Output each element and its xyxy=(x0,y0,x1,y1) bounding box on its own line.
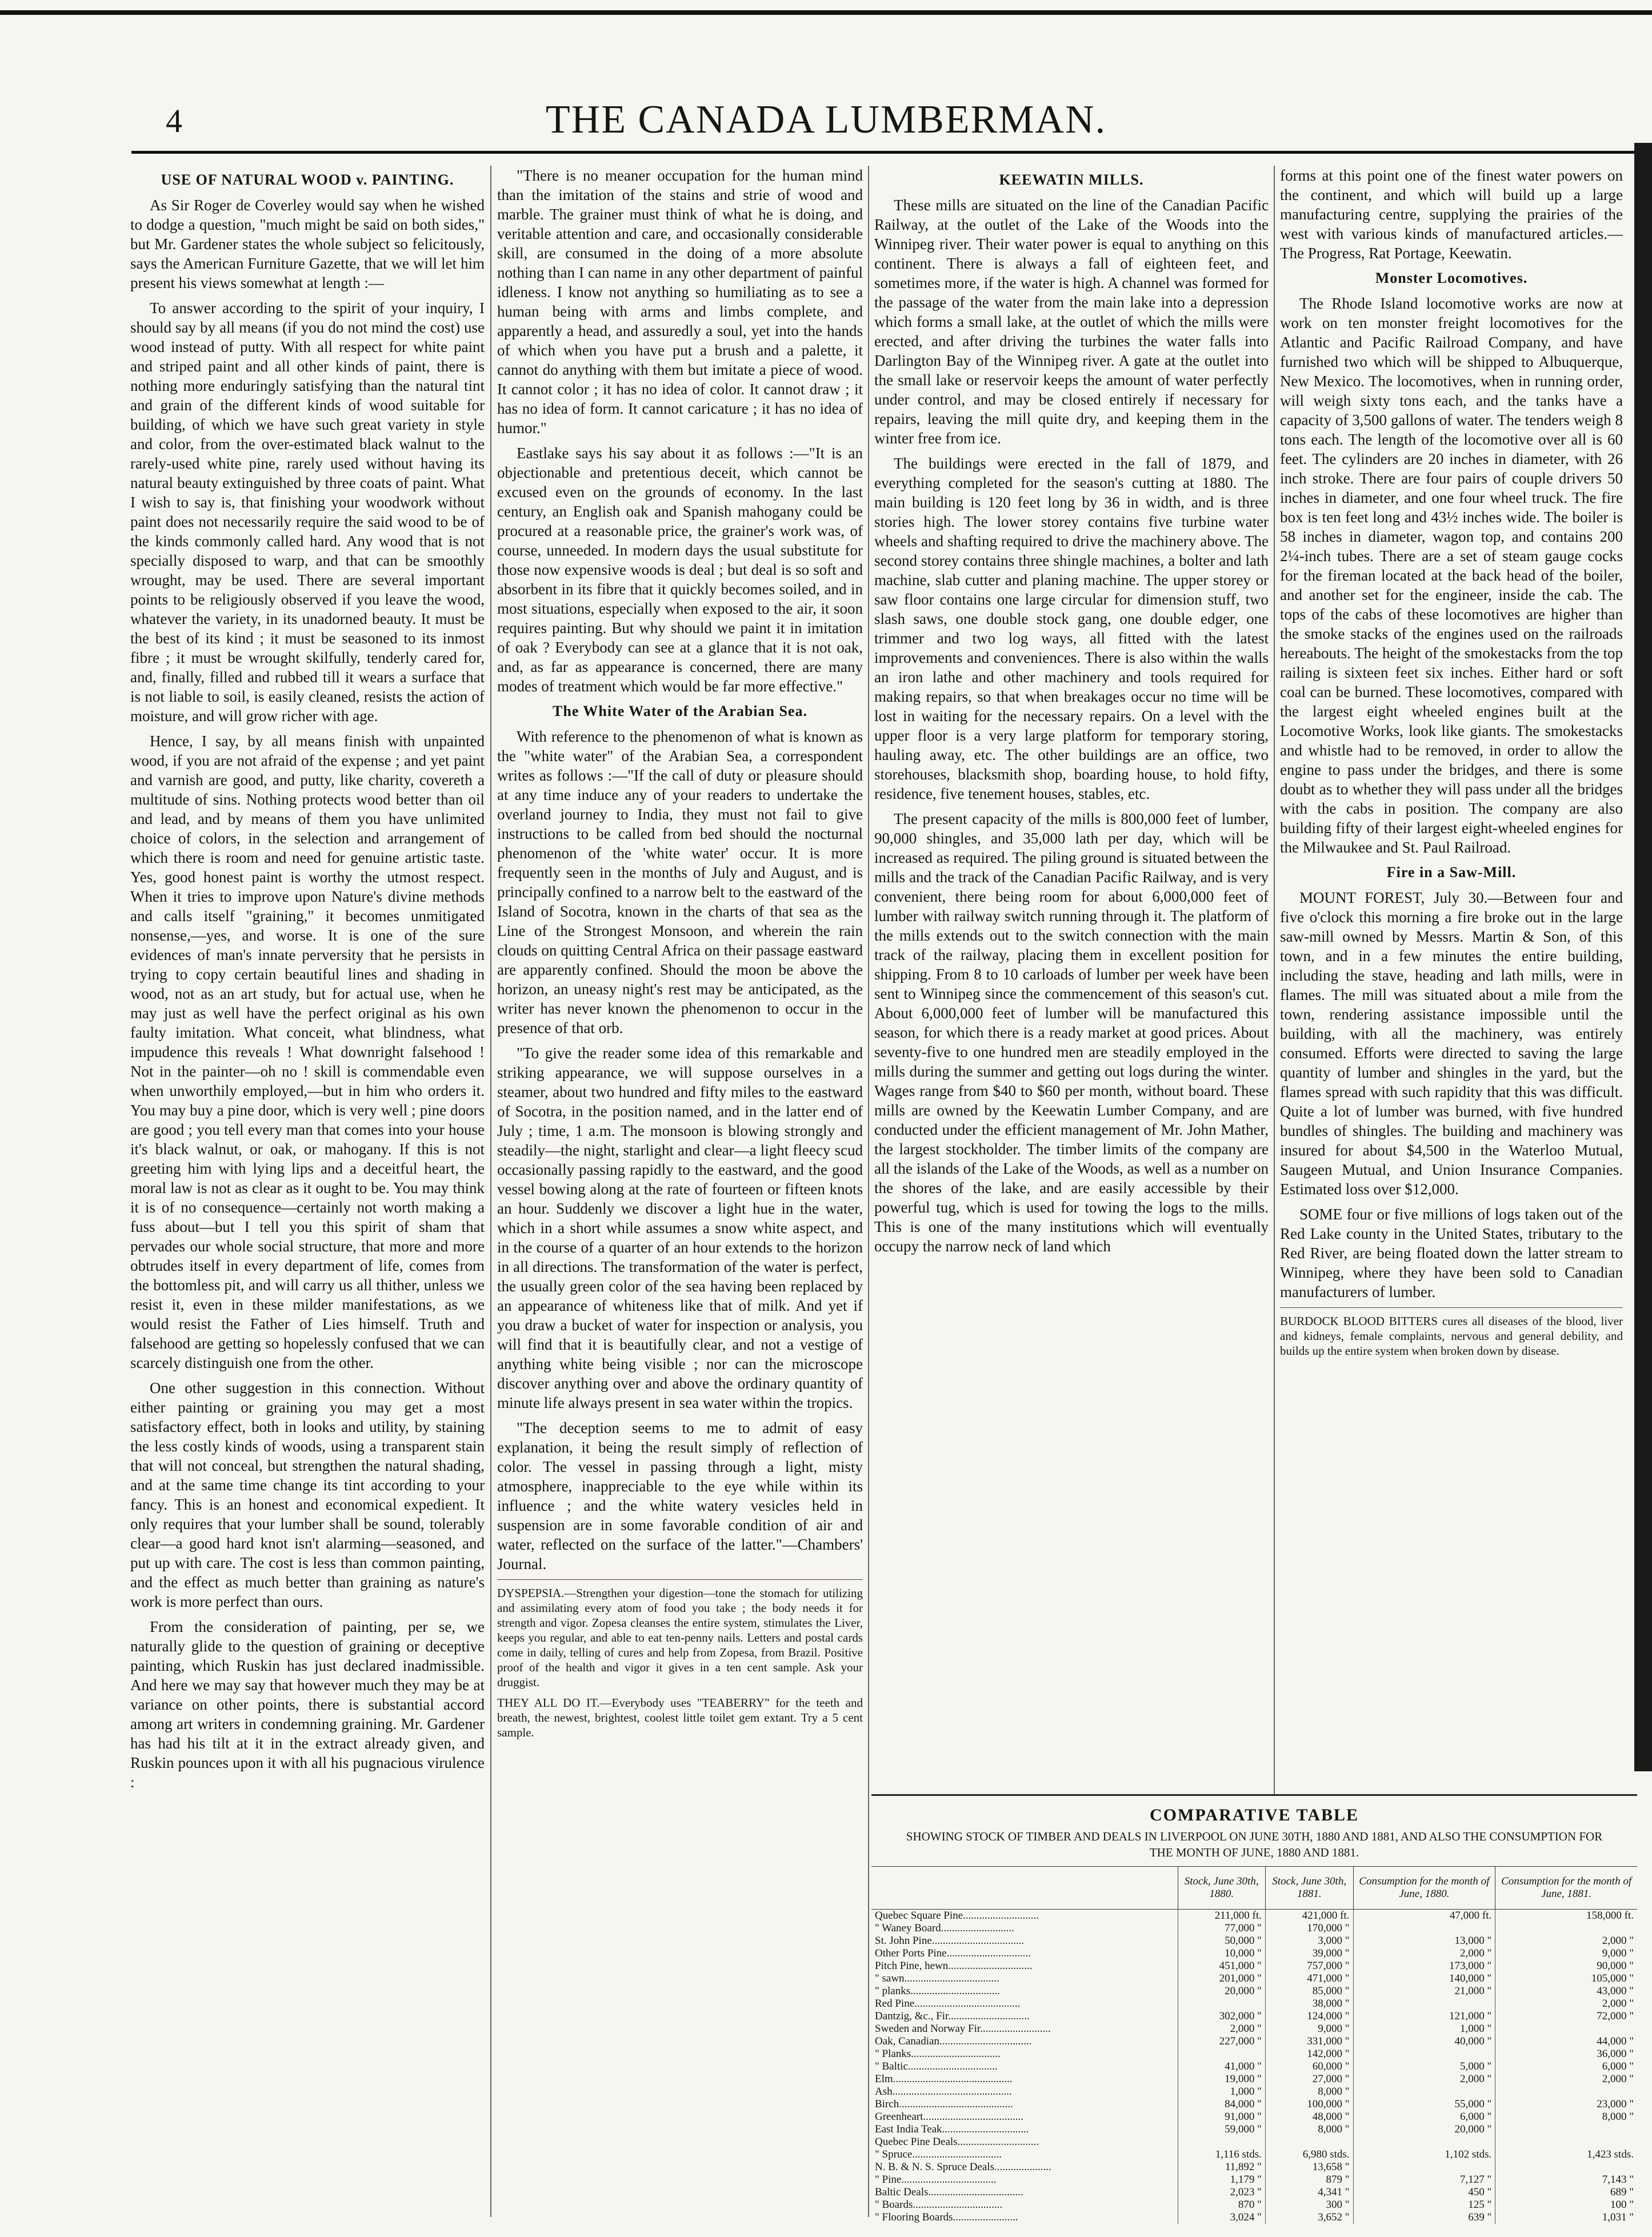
table-cell: 211,000 ft. xyxy=(1178,1910,1265,1923)
table-row xyxy=(871,1910,1637,1923)
article-paragraph: As Sir Roger de Coverley would say when he wished to dodge a question, "much might be said on both sides," but Mr. Gardener states the whole subject so felicitously, says the American Furniture Gazette, that we will let him present his views somewhat at length :— xyxy=(130,197,485,291)
table-row-label: Pitch Pine, hewn............................... xyxy=(875,1960,1033,1972)
table-cell: 2,000 " xyxy=(1353,2073,1495,2086)
table-header-cell: Consumption for the month of June, 1880. xyxy=(1353,1867,1495,1910)
article-paragraph: The buildings were erected in the fall of 1879, and everything completed for the season's cutting at 1880. The main building is 120 feet long by 36 in width, and is three stories high. The lower storey contains five turbine water wheels and shafting required to drive the machinery above. The second storey contains three shingle machines, a bolter and lath machine, slab cutter and planing machine. The upper storey or saw floor contains one large circular for dimension stuff, two slash saws, one double stock gang, one double edger, one trimmer and two log ways, all fitted with the latest improvements and conveniences. There is also within the walls an iron lathe and other machinery and tools required for making repairs, so that when breakages occur no time will be lost in waiting for the necessary repairs. On a level with the upper floor is a very large platform for temporary storing, hauling away, etc. The other buildings are an office, two storehouses, blacksmith shop, boarding house, to hold fifty, residence, five tenement houses, stables, etc. xyxy=(874,455,1269,802)
column-divider xyxy=(1274,166,1275,1794)
table-cell: 170,000 " xyxy=(1265,1922,1353,1935)
article-paragraph: forms at this point one of the finest water powers on the continent, and which will build up a large manufacturing centre, supplying the prairies of the west with various kinds of manufactured articles.—The Progress, Rat Portage, Keewatin. xyxy=(1280,167,1623,262)
table-cell: 9,000 " xyxy=(1495,1947,1637,1960)
table-row xyxy=(871,2211,1637,2224)
table-row xyxy=(871,1935,1637,1947)
article-paragraph: From the consideration of painting, per se, we naturally glide to the question of graining or deceptive painting, which Ruskin has just declared inadmissible. And here we may say that however much they may be at variance on other points, there is substantial accord among art writers in condemning graining. Mr. Gardener has had his tilt at it in the extract already given, and Ruskin pounces upon it with all his pugnacious virulence : xyxy=(130,1618,485,1791)
table-row xyxy=(871,2010,1637,2023)
article-heading: Fire in a Saw-Mill. xyxy=(1386,864,1517,881)
table-cell: 2,000 " xyxy=(1178,2023,1265,2035)
article-paragraph: Eastlake says his say about it as follows :—"It is an objectionable and pretentious deceit, which cannot be excused even on the grounds of economy. In the last century, an English oak and Spanish mahogany could be procured at a reasonable price, the grainer's work was, of course, unneeded. In modern days the usual substitute for those now expensive woods is deal ; but deal is so soft and absorbent in its fibre that it quickly becomes soiled, and in most situations, especially when exposed to the air, it soon requires painting. But why should we paint it in imitation of oak ? Everybody can see at a glance that it is not oak, and, as far as appearance is concerned, there are many modes of treatment which would be far more effective." xyxy=(497,445,863,695)
page-number: 4 xyxy=(166,102,182,139)
table-cell: 2,000 " xyxy=(1353,1947,1495,1960)
table-row-label: " Planks................................. xyxy=(875,2048,1001,2060)
table-cell: 48,000 " xyxy=(1265,2111,1353,2123)
table-cell: 13,658 " xyxy=(1265,2161,1353,2174)
table-cell: 50,000 " xyxy=(1178,1935,1265,1947)
table-cell: 84,000 " xyxy=(1178,2098,1265,2111)
article-paragraph: "There is no meaner occupation for the human mind than the imitation of the stains and strie of wood and marble. The grainer must think of what he is doing, and veritable attention and care, and occasionally considerable skill, are consumed in the doing of a more absolute nothing than I can name in any other department of painful idleness. I know not anything so humiliating as to see a human being with arms and limbs complete, and apparently a head, and assuredly a soul, yet into the hands of which when you have put a brush and a palette, it cannot do anything with them but imitate a piece of wood. It cannot color ; it has no idea of color. It cannot draw ; it has no idea of form. It cannot caricature ; it has no idea of humor." xyxy=(497,167,863,437)
table-header-row xyxy=(871,1867,1637,1910)
table-cell: 121,000 " xyxy=(1353,2010,1495,2023)
table-cell: 77,000 " xyxy=(1178,1922,1265,1935)
table-cell: 8,000 " xyxy=(1265,2086,1353,2098)
table-cell xyxy=(1265,2136,1353,2148)
masthead-title: THE CANADA LUMBERMAN. xyxy=(545,98,1107,142)
table-cell: 173,000 " xyxy=(1353,1960,1495,1972)
table-cell xyxy=(1178,1998,1265,2010)
table-row xyxy=(871,1972,1637,1985)
table-row xyxy=(871,2060,1637,2073)
table-cell: 1,423 stds. xyxy=(1495,2148,1637,2161)
table-row-label: Ash............................................ xyxy=(875,2086,1012,2098)
table-cell: 6,980 stds. xyxy=(1265,2148,1353,2161)
table-row xyxy=(871,1960,1637,1972)
table-cell: 59,000 " xyxy=(1178,2123,1265,2136)
table-cell: 11,892 " xyxy=(1178,2161,1265,2174)
table-cell: 2,000 " xyxy=(1495,2073,1637,2086)
table-row-label: " Pine................................... xyxy=(875,2174,997,2186)
table-cell xyxy=(1353,1998,1495,2010)
article-paragraph: MOUNT FOREST, July 30.—Between four and five o'clock this morning a fire broke out in the large saw-mill owned by Messrs. Martin & Son, of this town, and in a few minutes the entire building, including the stave, heading and lath mills, were in flames. The mill was situated about a mile from the town, rendering assistance impossible until the building, with all the machinery, was entirely consumed. Efforts were directed to saving the large quantity of lumber and shingles in the yard, but the flames spread with such rapidity that this was difficult. Quite a lot of lumber was burned, with five hundred bundles of shingles. The building and machinery was insured for about $4,500 in the Waterloo Mutual, Saugeen Mutual, and Union Insurance Companies. Estimated loss over $12,000. xyxy=(1280,889,1623,1198)
table-cell: 1,000 " xyxy=(1353,2023,1495,2035)
table-cell: 23,000 " xyxy=(1495,2098,1637,2111)
table-cell: 7,143 " xyxy=(1495,2174,1637,2186)
table-cell: 9,000 " xyxy=(1265,2023,1353,2035)
table-cell: 85,000 " xyxy=(1265,1985,1353,1998)
table-row-label: " Baltic................................. xyxy=(875,2060,998,2072)
table-cell: 471,000 " xyxy=(1265,1972,1353,1985)
table-title: COMPARATIVE TABLE xyxy=(1150,1806,1359,1824)
table-cell xyxy=(1495,2161,1637,2174)
article-paragraph: The present capacity of the mills is 800,000 feet of lumber, 90,000 shingles, and 35,000 lath per day, which will be increased as required. The piling ground is situated between the mills and the track of the Canadian Pacific Railway, and is very convenient, there being room for about 6,000,000 feet of lumber with railway switch running through it. The platform of the mills extends out to the switch connection with the main track of the railway, placing them in excellent position for shipping. From 8 to 10 carloads of lumber per week have been sent to Winnipeg since the commencement of this season's cut. About 6,000,000 feet of lumber will be manufactured this season, for which there is a ready market at good prices. About seventy-five to one hundred men are steadily employed in the mills during the summer and getting out logs during the winter. Wages range from $40 to $60 per month, without board. These mills are owned by the Keewatin Lumber Company, and are conducted under the efficient management of Mr. John Mather, the largest stockholder. The timber limits of the company are all the islands of the Lake of the Woods, as well as a number on the shores of the lake, and are easily accessible by their powerful tug, which is used for towing the logs to the mills. This is one of the many institutions which will eventually occupy the narrow neck of land which xyxy=(874,810,1269,1255)
table-cell: 43,000 " xyxy=(1495,1985,1637,1998)
table-cell: 451,000 " xyxy=(1178,1960,1265,1972)
table-cell: 302,000 " xyxy=(1178,2010,1265,2023)
table-cell: 3,652 " xyxy=(1265,2211,1353,2224)
table-cell xyxy=(1353,1922,1495,1935)
table-header-cell xyxy=(871,1867,1178,1910)
column-3 xyxy=(874,166,1269,1794)
table-row-label: East India Teak................................ xyxy=(875,2123,1029,2135)
column-4 xyxy=(1280,166,1623,1794)
table-cell: 1,102 stds. xyxy=(1353,2148,1495,2161)
table-cell: 142,000 " xyxy=(1265,2048,1353,2060)
table-cell xyxy=(1495,2123,1637,2136)
table-row xyxy=(871,2035,1637,2048)
table-cell: 201,000 " xyxy=(1178,1972,1265,1985)
table-cell: 2,000 " xyxy=(1495,1998,1637,2010)
article-paragraph: "To give the reader some idea of this remarkable and striking appearance, we will suppose ourselves in a steamer, about two hundred and fifty miles to the eastward of Socotra, in the position named, and in the latter end of July ; time, 1 a.m. The monsoon is blowing strongly and steadily—the night, starlight and clear—a light fleecy scud occasionally passing rapidly to the eastward, and the good vessel bowing along at the rate of fourteen or fifteen knots an hour. Suddenly we discover a light hue in the water, which in a short while assumes a snow white aspect, and in the course of a quarter of an hour extends to the horizon in all directions. The transformation of the water is perfect, the usually green color of the sea having been replaced by an appearance of whiteness like that of milk. And yet if you draw a bucket of water for inspection or analysis, you will find that it is beautifully clear, and not a vestige of anything white being visible ; nor can the microscope discover anything over and above the ordinary quantity of minute life always present in sea water within the tropics. xyxy=(497,1045,863,1411)
table-cell: 3,000 " xyxy=(1265,1935,1353,1947)
table-cell: 47,000 ft. xyxy=(1353,1910,1495,1923)
table-cell: 124,000 " xyxy=(1265,2010,1353,2023)
column-1 xyxy=(130,166,485,2217)
table-cell: 158,000 ft. xyxy=(1495,1910,1637,1923)
table-row xyxy=(871,2123,1637,2136)
table-cell: 8,000 " xyxy=(1265,2123,1353,2136)
table-cell: 450 " xyxy=(1353,2186,1495,2199)
table-row xyxy=(871,2048,1637,2060)
table-cell: 27,000 " xyxy=(1265,2073,1353,2086)
article-paragraph: The Rhode Island locomotive works are now at work on ten monster freight locomotives for the Atlantic and Pacific Railroad Company, and have furnished two which will be shipped to Albuquerque, New Mexico. The locomotives, when in running order, will weigh sixty tons each, and the tanks have a capacity of 3,500 gallons of water. The tenders weigh 8 tons each. The length of the locomotive over all is 60 feet. The cylinders are 20 inches in diameter, with 26 inch stroke. There are four pairs of couple drivers 50 inches in diameter, and one four wheel truck. The fire box is ten feet long and 43½ inches wide. The boiler is 58 inches in diameter, wagon top, and contains 200 2¼-inch tubes. There are a set of steam gauge cocks for the fireman located at the back head of the boiler, and another set for the engineer, inside the cab. The tops of the cabs of these locomotives are higher than the smoke stacks of the engines used on the railroads hereabouts. The height of the smokestacks from the top railing is sixteen feet six inches. Either hard or soft coal can be burned. These locomotives, compared with the largest eight wheeled engines built at the Locomotive Works, look like giants. The smokestacks and whistle had to be removed, in order to allow the engine to pass under the bridges, and there is some doubt as to whether they will pass under all the bridges with the cabs in position. The company are also building fifty of their largest eight-wheeled engines for the Milwaukee and St. Paul Railroad. xyxy=(1280,295,1623,856)
article-heading: KEEWATIN MILLS. xyxy=(999,171,1144,188)
table-cell: 140,000 " xyxy=(1353,1972,1495,1985)
table-row-label: " Waney Board........................... xyxy=(875,1922,1014,1934)
table-row xyxy=(871,2186,1637,2199)
table-cell: 300 " xyxy=(1265,2199,1353,2211)
table-cell: 100,000 " xyxy=(1265,2098,1353,2111)
table-cell: 1,116 stds. xyxy=(1178,2148,1265,2161)
table-cell: 60,000 " xyxy=(1265,2060,1353,2073)
column-2 xyxy=(497,166,863,2217)
table-row xyxy=(871,2111,1637,2123)
table-row-label: " sawn................................... xyxy=(875,1972,999,1984)
table-cell: 10,000 " xyxy=(1178,1947,1265,1960)
table-row-label: Sweden and Norway Fir.......................... xyxy=(875,2023,1051,2035)
advertisement xyxy=(1280,1307,1623,1358)
table-cell: 125 " xyxy=(1353,2199,1495,2211)
table-cell: 72,000 " xyxy=(1495,2010,1637,2023)
table-cell: 91,000 " xyxy=(1178,2111,1265,2123)
table-cell: 100 " xyxy=(1495,2199,1637,2211)
table-row xyxy=(871,2073,1637,2086)
table-cell: 38,000 " xyxy=(1265,1998,1353,2010)
table-row xyxy=(871,2098,1637,2111)
table-cell: 1,000 " xyxy=(1178,2086,1265,2098)
article-paragraph: SOME four or five millions of logs taken out of the Red Lake county in the United States, tributary to the Red River, are being floated down the latter stream to Winnipeg, where they have been sold to Canadian manufacturers of lumber. xyxy=(1280,1206,1623,1300)
article-heading: Monster Locomotives. xyxy=(1375,270,1528,286)
table-cell: 20,000 " xyxy=(1353,2123,1495,2136)
table-cell: 689 " xyxy=(1495,2186,1637,2199)
article-heading: The White Water of the Arabian Sea. xyxy=(553,703,807,719)
table-row-label: " Spruce................................. xyxy=(875,2148,1002,2160)
advertisement-text: THEY ALL DO IT.—Everybody uses "TEABERRY" for the teeth and breath, the newest, brightest, coolest little toilet gem extant. Try a 5 cent sample. xyxy=(497,1696,863,1739)
column-divider xyxy=(868,166,869,2217)
table-cell: 4,341 " xyxy=(1265,2186,1353,2199)
table-cell xyxy=(1353,2136,1495,2148)
article-paragraph: These mills are situated on the line of the Canadian Pacific Railway, at the outlet of the Lake of the Woods into the Winnipeg river. Their water power is equal to anything on this continent. There is always a fall of eighteen feet, and sometimes more, if the water is high. A channel was formed for the passage of the water from the main lake into a depression which forms a small lake, at the outlet of which the mills were erected, and after driving the turbines the water falls into Darlington Bay of the Winnipeg river. A gate at the outlet into the small lake or reservoir keeps the amount of water perfectly under control, and may be closed entirely if necessary for repairs, leaving the mill quite dry, and keeping them in the winter free from ice. xyxy=(874,197,1269,447)
table-row-label: " planks................................. xyxy=(875,1985,1000,1997)
table-row-label: Oak, Canadian.................................. xyxy=(875,2035,1032,2047)
table-row xyxy=(871,2023,1637,2035)
table-cell xyxy=(1353,2161,1495,2174)
advertisement-text: DYSPEPSIA.—Strengthen your digestion—tone the stomach for utilizing and assimilating every atom of food you take ; the body needs it for strength and vigor. Zopesa cleanses the entire system, stimulates the Liver, keeps you regular, and able to eat ten-penny nails. Letters and postal cards come in daily, telling of cures and help from Zopesa, from Brazil. Positive proof of the health and vigor it gives in a ten cent sample. Ask your druggist. xyxy=(497,1586,863,1689)
table-row xyxy=(871,2174,1637,2186)
table-cell: 6,000 " xyxy=(1353,2111,1495,2123)
masthead-rule xyxy=(131,151,1652,154)
table-cell: 44,000 " xyxy=(1495,2035,1637,2048)
table-cell xyxy=(1178,2136,1265,2148)
table-cell: 21,000 " xyxy=(1353,1985,1495,1998)
table-cell: 3,024 " xyxy=(1178,2211,1265,2224)
table-body xyxy=(871,1910,1637,2224)
table-cell xyxy=(1353,2086,1495,2098)
table-cell: 20,000 " xyxy=(1178,1985,1265,1998)
advertisement-text: BURDOCK BLOOD BITTERS cures all diseases of the blood, liver and kidneys, female complaints, nervous and general debility, and builds up the entire system when broken down by disease. xyxy=(1280,1314,1623,1358)
table-cell: 41,000 " xyxy=(1178,2060,1265,2073)
advertisement xyxy=(497,1579,863,1740)
table-header-cell: Stock, June 30th, 1880. xyxy=(1178,1867,1265,1910)
table-row xyxy=(871,1947,1637,1960)
article-paragraph: With reference to the phenomenon of what is known as the "white water" of the Arabian Sea, a correspondent writes as follows :—"If the call of duty or pleasure should at any time induce any of your readers to undertake the overland journey to India, they must not fail to give instructions to be called from bed should the nocturnal phenomenon of the 'white water' occur. It is more frequently seen in the months of July and August, and is principally confined to a narrow belt to the eastward of the Island of Socotra, known in the charts of that sea as the Line of the Strongest Monsoon, and wherein the rain clouds on quitting Central Africa on their passage eastward are apparently confined. Should the moon be above the horizon, an uneasy night's rest may be anticipated, as the writer has never known the phenomenon to occur in the presence of that orb. xyxy=(497,728,863,1037)
page-edge-shadow xyxy=(1634,143,1652,1771)
table-row-label: Quebec Square Pine............................ xyxy=(875,1910,1039,1922)
table-row xyxy=(871,2161,1637,2174)
table-row-label: Greenheart..................................... xyxy=(875,2111,1024,2123)
table-cell: 8,000 " xyxy=(1495,2111,1637,2123)
table-row xyxy=(871,2136,1637,2148)
table-header-cell: Stock, June 30th, 1881. xyxy=(1265,1867,1353,1910)
table-row xyxy=(871,1922,1637,1935)
table-subtitle: SHOWING STOCK OF TIMBER AND DEALS IN LIVERPOOL ON JUNE 30TH, 1880 AND 1881, AND ALSO THE CONSUMPTION FOR THE MONTH OF JUNE, 1880 AND 1881. xyxy=(906,1830,1603,1859)
comparative-table xyxy=(871,1806,1637,2228)
table-top-rule xyxy=(871,1794,1637,1796)
table-cell xyxy=(1178,2048,1265,2060)
table-cell: 40,000 " xyxy=(1353,2035,1495,2048)
table-cell: 639 " xyxy=(1353,2211,1495,2224)
column-divider xyxy=(490,166,491,2217)
table-cell: 39,000 " xyxy=(1265,1947,1353,1960)
table-cell: 5,000 " xyxy=(1353,2060,1495,2073)
table-row-label: St. John Pine.................................. xyxy=(875,1935,1025,1947)
table-cell: 331,000 " xyxy=(1265,2035,1353,2048)
table-cell: 2,023 " xyxy=(1178,2186,1265,2199)
table-row-label: Birch.......................................... xyxy=(875,2098,1013,2110)
table-cell: 7,127 " xyxy=(1353,2174,1495,2186)
table-row xyxy=(871,2199,1637,2211)
table-cell: 55,000 " xyxy=(1353,2098,1495,2111)
table-row-label: Quebec Pine Deals.............................. xyxy=(875,2136,1039,2148)
article-paragraph: "The deception seems to me to admit of easy explanation, it being the result simply of reflection of color. The vessel in passing through a light, misty atmosphere, inappreciable to the eye while within its influence ; and the white watery vesicles held in suspension are in some favorable condition of air and water, reflected on the surface of the latter."—Chambers' Journal. xyxy=(497,1419,863,1572)
table-cell xyxy=(1495,2086,1637,2098)
table-row xyxy=(871,1998,1637,2010)
table-row-label: " Boards................................. xyxy=(875,2199,1003,2211)
table-cell xyxy=(1495,1922,1637,1935)
article-paragraph: Hence, I say, by all means finish with unpainted wood, if you are not afraid of the expense ; and yet paint and varnish are good, and putty, like charity, covereth a multitude of sins. Nothing protects wood better than oil and lead, and by means of them you have unlimited choice of colors, in the selection and arrangement of which there is room and need for genuine artistic taste. Yes, good honest paint is worthy the utmost respect. When it tries to improve upon Nature's divine methods and calls itself "graining," it becomes unmitigated nonsense,—yes, and worse. It is one of the sure evidences of man's innate perversity that he persists in trying to copy certain beautiful lines and shading in wood, not as an art study, but for actual use, when he may just as well have the perfect original as his own faulty imitation. What conceit, what blindness, what impudence this reveals ! What downright falsehood ! Not in the painter—oh no ! skill is commendable even when unworthily employed,—but in him who orders it. You may buy a pine door, which is very well ; pine doors are good ; you tell every man that comes into your house it's black walnut, or oak, or mahogany. If this is not greeting him with lying lips and a deceitful heart, the moral law is not as clear as it ought to be. You may think it is of no consequence—certainly not worth making a fuss about—but I tell you this spirit of sham that pervades our whole social structure, that more and more obtrudes itself in every department of life, comes from the bottomless pit, and will carry us all thither, unless we resist it, even in these milder manifestations, as we would resist the Father of Lies himself. Truth and falsehood are getting so hopelessly confused that we can scarcely distinguish one from the other. xyxy=(130,733,485,1371)
article-paragraph: One other suggestion in this connection. Without either painting or graining you may get a most satisfactory effect, both in looks and utility, by staining the less costly kinds of woods, using a transparent stain that will not conceal, but strengthen the natural shading, and at the same time change its tint according to your fancy. This is an honest and economical expedient. It only requires that your lumber shall be sound, tolerably clear—a good hard knot isn't alarming—seasoned, and put up with care. The cost is less than common painting, and the effect as much better than graining as nature's work is more perfect than ours. xyxy=(130,1379,485,1610)
table-row xyxy=(871,2086,1637,2098)
table-row-label: Dantzig, &c., Fir.............................. xyxy=(875,2010,1030,2022)
article-paragraph: To answer according to the spirit of your inquiry, I should say by all means (if you do not mind the cost) use wood instead of putty. With all respect for white paint and striped paint and all other kinds of paint, there is nothing more enduringly satisfying than the natural tint and grain of the different kinds of wood suitable for building, of which we have such great variety in style and color, from the over-estimated black walnut to the rarely-used white pine, rarely used without having its natural beauty extinguished by three coats of paint. What I wish to say is, that finishing your woodwork without paint does not necessarily require the said wood to be of the kinds commonly called hard. Any wood that is not specially disposed to warp, and that can be smoothly wrought, may be used. There are several important points to be religiously observed if you leave the wood, whatever the variety, in its unadorned beauty. It must be the best of its kind ; it must be seasoned to its inmost fibre ; it must be wrought skilfully, tenderly cared for, and, finally, filled and rubbed till it wears a surface that is not liable to soil, is easily cleaned, resists the action of moisture, and will grow richer with age. xyxy=(130,299,485,725)
table-cell: 2,000 " xyxy=(1495,1935,1637,1947)
table-header-cell: Consumption for the month of June, 1881. xyxy=(1495,1867,1637,1910)
table-row-label: Elm............................................ xyxy=(875,2073,1013,2085)
table-row-label: " Flooring Boards........................ xyxy=(875,2211,1018,2223)
article-heading: USE OF NATURAL WOOD v. PAINTING. xyxy=(161,171,454,188)
table-row-label: Red Pine....................................... xyxy=(875,1998,1021,2010)
table-cell: 36,000 " xyxy=(1495,2048,1637,2060)
table-cell: 879 " xyxy=(1265,2174,1353,2186)
table-cell: 6,000 " xyxy=(1495,2060,1637,2073)
table-row xyxy=(871,1985,1637,1998)
table-cell: 227,000 " xyxy=(1178,2035,1265,2048)
table-row-label: Other Ports Pine............................... xyxy=(875,1947,1031,1959)
table-cell: 1,179 " xyxy=(1178,2174,1265,2186)
stock-table xyxy=(871,1866,1637,2224)
top-border-rule xyxy=(0,10,1652,15)
table-cell xyxy=(1495,2136,1637,2148)
table-cell: 757,000 " xyxy=(1265,1960,1353,1972)
table-cell: 421,000 ft. xyxy=(1265,1910,1353,1923)
table-cell: 105,000 " xyxy=(1495,1972,1637,1985)
table-cell xyxy=(1495,2023,1637,2035)
table-cell xyxy=(1353,2048,1495,2060)
table-cell: 90,000 " xyxy=(1495,1960,1637,1972)
table-cell: 13,000 " xyxy=(1353,1935,1495,1947)
table-cell: 19,000 " xyxy=(1178,2073,1265,2086)
table-row-label: Baltic Deals................................... xyxy=(875,2186,1023,2198)
table-row xyxy=(871,2148,1637,2161)
table-row-label: N. B. & N. S. Spruce Deals..................... xyxy=(875,2161,1051,2173)
table-cell: 870 " xyxy=(1178,2199,1265,2211)
table-cell: 1,031 " xyxy=(1495,2211,1637,2224)
